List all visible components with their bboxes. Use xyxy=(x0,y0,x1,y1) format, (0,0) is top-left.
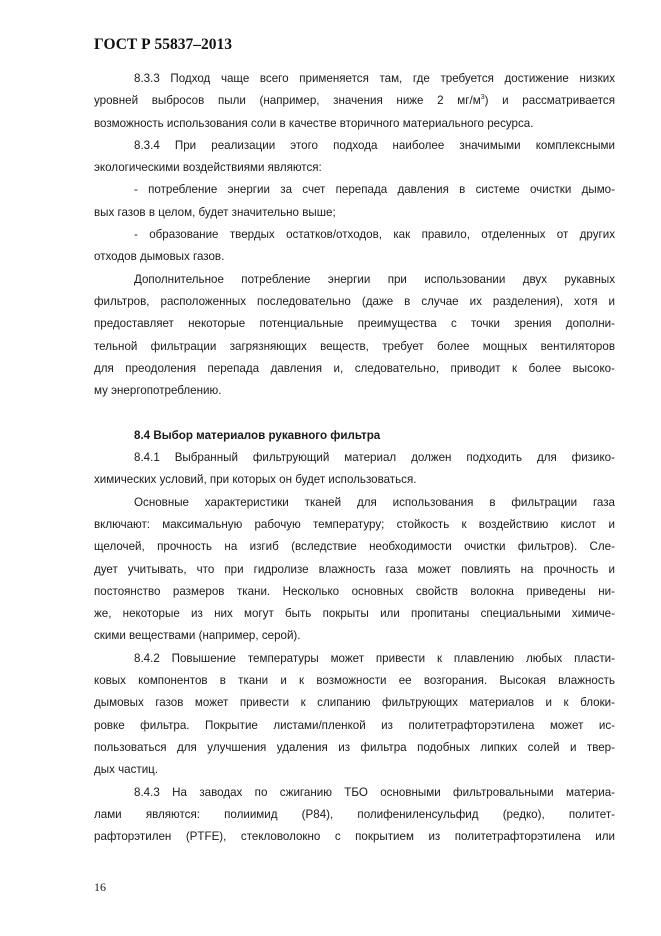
standard-header: ГОСТ Р 55837–2013 xyxy=(94,36,232,53)
text-line: химических условий, при которых он будет использоваться. xyxy=(94,473,417,487)
spacer xyxy=(94,402,615,424)
text-line: отходов дымовых газов. xyxy=(94,250,225,264)
paragraph-characteristics xyxy=(94,492,615,648)
text-line: Дополнительное потребление энергии при использовании двух рукавных xyxy=(134,272,615,286)
paragraph-8-3-4 xyxy=(94,135,615,180)
paragraph-8-3-3 xyxy=(94,68,615,135)
text-line: 8.3.4 При реализации этого подхода наиболее значимыми комплексными xyxy=(134,138,615,152)
paragraph-8-4-1 xyxy=(94,447,615,492)
superscript: 3 xyxy=(480,94,485,102)
text-line: дует учитывать, что при гидролизе влажность газа может повлиять на прочность и xyxy=(94,562,615,576)
text-line: - потребление энергии за счет перепада давления в системе очистки дымо- xyxy=(134,183,615,197)
list-item xyxy=(94,179,615,224)
text-line: экологическими воздействиями являются: xyxy=(94,161,322,175)
text-line: Основные характеристики тканей для использования в фильтрации газа xyxy=(134,495,615,509)
section-heading: 8.4 Выбор материалов рукавного фильтра xyxy=(134,428,381,442)
text-line: пользоваться для улучшения удаления из фильтра подобных липких солей и твер- xyxy=(94,740,615,754)
text-line: предоставляет некоторые потенциальные преимущества с точки зрения дополни- xyxy=(94,317,615,331)
page-number: 16 xyxy=(94,880,106,894)
text-line: ровке фильтра. Покрытие листами/пленкой из политетрафторэтилена может ис- xyxy=(94,718,615,732)
text-fragment: уровней выбросов пыли (например, значения ниже 2 мг/м xyxy=(94,94,481,108)
text-line: же, некоторые из них могут быть покрыты или пропитаны специальными химиче- xyxy=(94,607,615,621)
text-line: щелочей, прочность на изгиб (вследствие необходимости очистки фильтров). Сле- xyxy=(94,540,615,554)
text-line xyxy=(94,90,615,112)
text-line: - образование твердых остатков/отходов, как правило, отделенных от других xyxy=(134,228,615,242)
text-line: лами являются: полиимид (P84), полифениленсульфид (редко), политет- xyxy=(94,807,615,821)
text-line: ковых компонентов в ткани и к возможности ее возгорания. Высокая влажность xyxy=(94,674,615,688)
text-line: рафторэтилен (PTFE), стекловолокно с покрытием из политетрафторэтилена или xyxy=(94,830,615,844)
text-line: включают: максимальную рабочую температуру; стойкость к воздействию кислот и xyxy=(94,517,615,531)
paragraph-8-4-3 xyxy=(94,782,615,849)
list-item xyxy=(94,224,615,269)
paragraph-energy xyxy=(94,269,615,403)
text-line: для преодоления перепада давления и, следовательно, приводит к более высоко- xyxy=(94,361,615,375)
text-line: тельной фильтрации загрязняющих веществ, требует более мощных вентиляторов xyxy=(94,339,615,353)
text-line: скими веществами (например, серой). xyxy=(94,629,301,643)
document-body xyxy=(94,68,615,848)
text-line: 8.4.1 Выбранный фильтрующий материал должен подходить для физико- xyxy=(134,451,615,465)
text-line: дымовых газов может привести к слипанию фильтрующих материалов и к блоки- xyxy=(94,696,615,710)
text-fragment: ) и рассматривается xyxy=(484,94,615,108)
text-line: дых частиц. xyxy=(94,763,159,777)
text-line: вых газов в целом, будет значительно выше; xyxy=(94,205,336,219)
text-line: фильтров, расположенных последовательно (даже в случае их разделения), хотя и xyxy=(94,294,615,308)
text-line: возможность использования соли в качестве вторичного материального ресурса. xyxy=(94,116,534,130)
text-line: 8.3.3 Подход чаще всего применяется там, где требуется достижение низких xyxy=(134,72,615,85)
text-line: му энергопотреблению. xyxy=(94,384,222,398)
text-line: постоянство размеров ткани. Несколько основных свойств волокна приведены ни- xyxy=(94,584,615,598)
text-line: 8.4.3 На заводах по сжиганию ТБО основными фильтровальными материа- xyxy=(134,785,615,799)
text-line: 8.4.2 Повышение температуры может привести к плавлению любых пласти- xyxy=(134,651,615,665)
paragraph-8-4-2 xyxy=(94,648,615,782)
